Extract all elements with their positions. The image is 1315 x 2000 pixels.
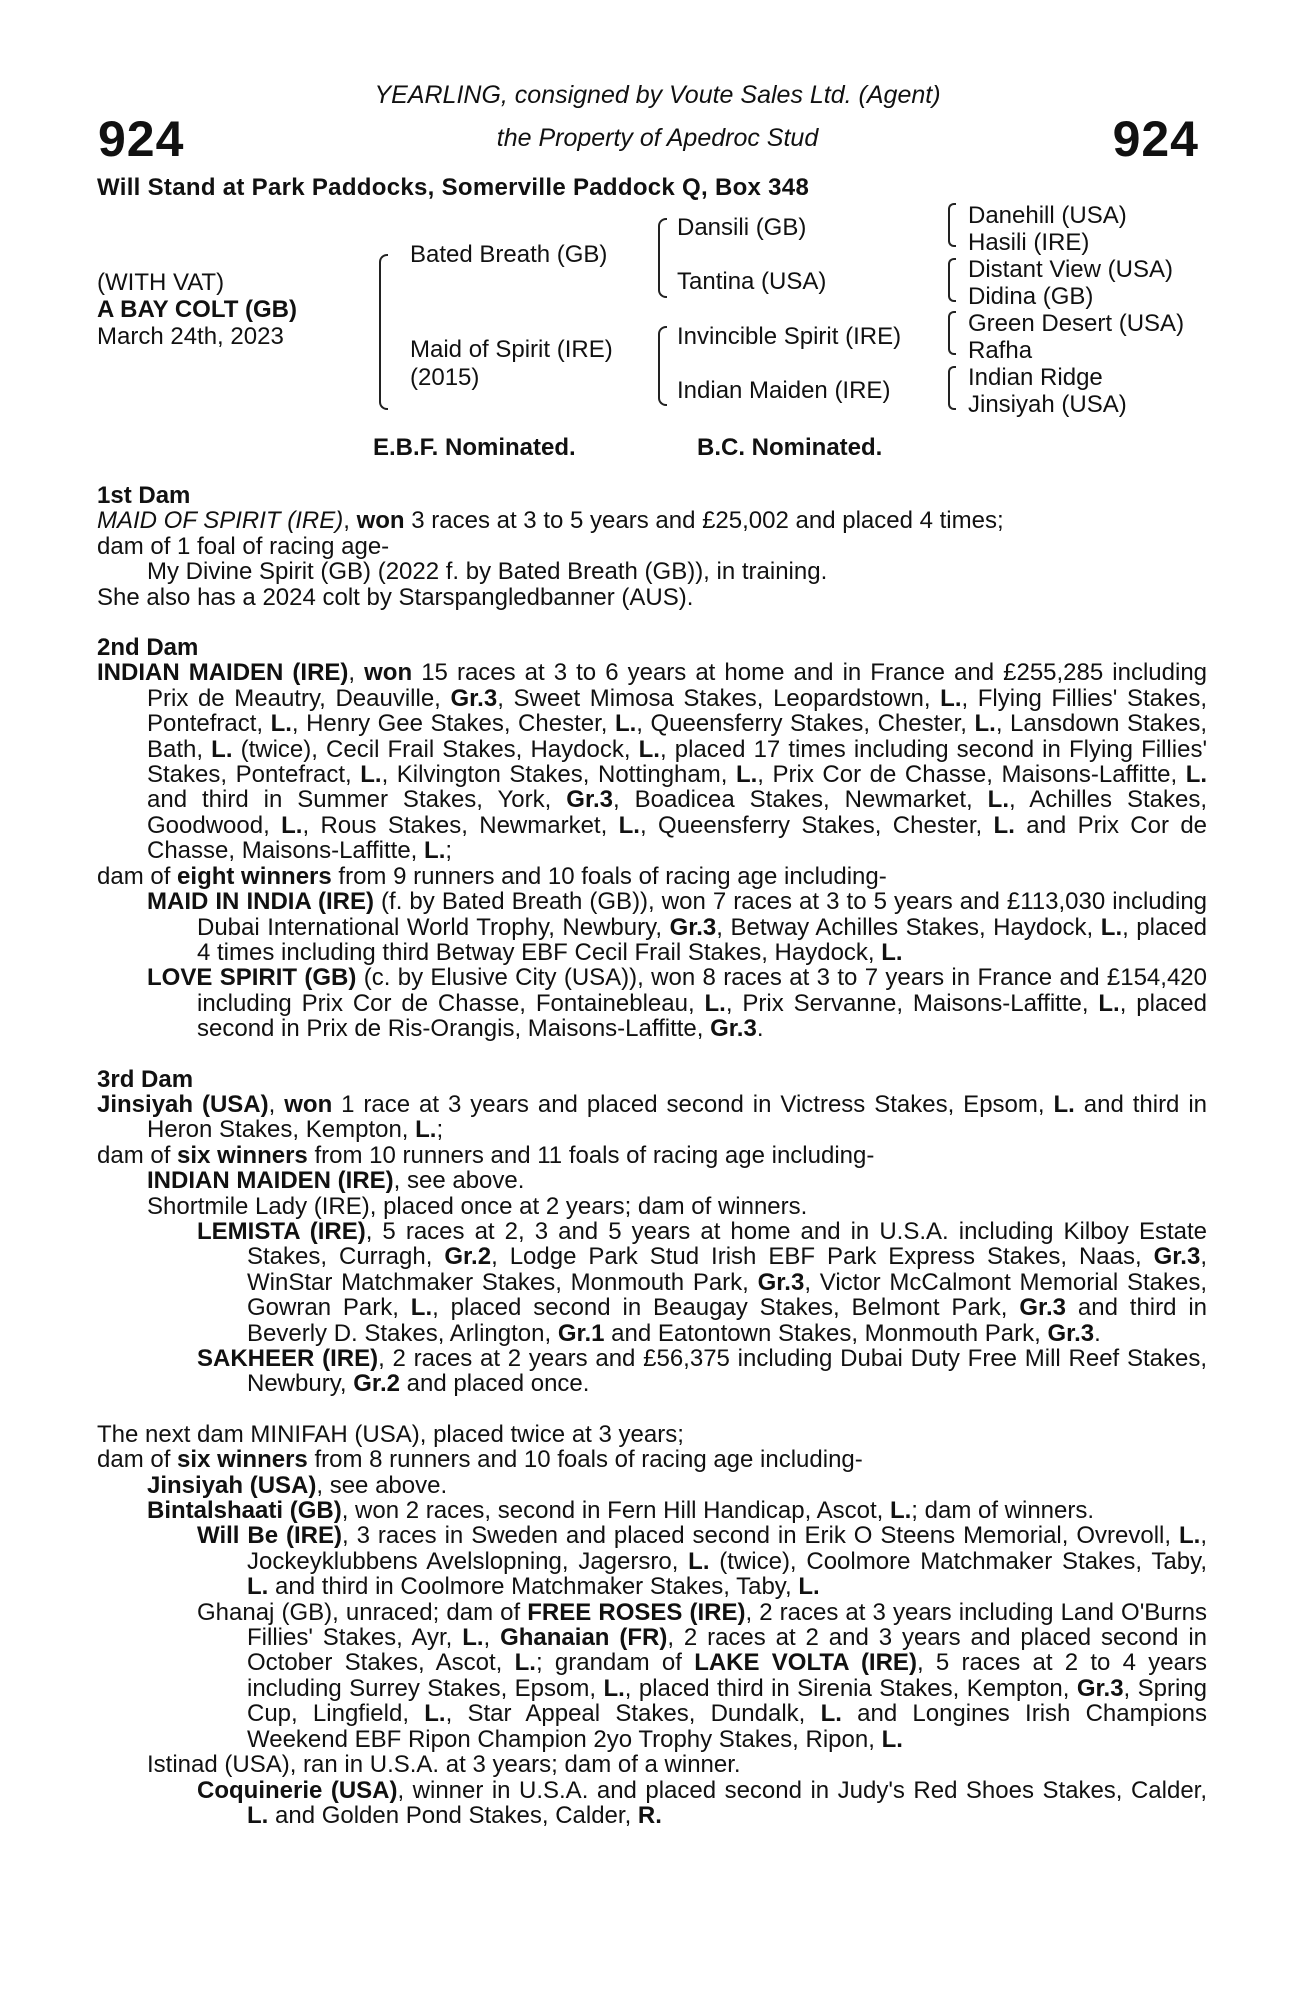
record-text: , won 2 races, second in Fern Hill Handicap, Ascot, xyxy=(341,1497,884,1525)
record-text: , Lodge Park Stud Irish EBF Park Express Stakes, Naas, xyxy=(491,1243,1142,1271)
runners-text: from 8 runners and 10 foals of racing age including- xyxy=(307,1446,863,1474)
listed-label: L. xyxy=(514,1649,536,1677)
listed-label: L. xyxy=(247,1573,269,1601)
grandparent-7: Indian Ridge xyxy=(968,364,1103,391)
grade-label: Gr.3 xyxy=(1076,1674,1124,1702)
dam-sire: Invincible Spirit (IRE) xyxy=(677,323,902,350)
progeny-name: Ghanaian (FR) xyxy=(500,1624,668,1652)
runners-text: from 10 runners and 11 foals of racing age including- xyxy=(307,1141,875,1169)
progeny-name: INDIAN MAIDEN (IRE) xyxy=(147,1167,394,1195)
listed-label: L. xyxy=(1185,761,1208,789)
listed-label: L. xyxy=(360,761,382,789)
listed-label: L. xyxy=(1053,1090,1075,1118)
record-text: (c. by Elusive City (USA)), won 8 races at 3 to 7 years in France and £154,420 including Prix Cor de Chasse, Fontainebleau, xyxy=(197,964,1207,1017)
horse-name: A BAY COLT (GB) xyxy=(97,296,298,323)
listed-label: L. xyxy=(881,938,903,966)
record-text: , Queensferry Stakes, Chester, xyxy=(639,811,983,839)
next-dam-produce xyxy=(97,1447,1207,1472)
won-label: won xyxy=(356,507,405,535)
grade-label: Gr.1 xyxy=(557,1319,605,1347)
stand-location: Will Stand at Park Paddocks, Somerville Paddock Q, Box 348 xyxy=(97,174,810,201)
record-text: , Queensferry Stakes, Chester, xyxy=(636,710,967,738)
record-text: , 5 races at 2, 3 and 5 years at home and in U.S.A. including Kilboy Estate Stakes, Curragh, xyxy=(247,1217,1207,1271)
record-text: , 2 races at 2 and 3 years and placed second in October Stakes, Ascot, xyxy=(247,1624,1207,1677)
grandparent-1: Danehill (USA) xyxy=(968,202,1127,229)
next-dam-progeny-3: Istinad (USA), ran in U.S.A. at 3 years; dam of a winner. xyxy=(147,1751,741,1779)
first-dam-also: She also has a 2024 colt by Starspangledbanner (AUS). xyxy=(97,583,694,611)
grandparent-2: Hasili (IRE) xyxy=(968,229,1090,256)
won-label: won xyxy=(284,1090,333,1118)
second-dam-name: INDIAN MAIDEN (IRE) xyxy=(97,659,349,687)
record-text: ; dam of winners. xyxy=(911,1497,1095,1525)
third-dam-progeny-1 xyxy=(147,1168,1207,1193)
record-text: , placed 17 times including second in Flying Fillies' Stakes, Pontefract, xyxy=(147,735,1208,789)
grade-label: Gr.3 xyxy=(669,913,717,941)
listed-label: L. xyxy=(415,1116,437,1144)
record-text: and Golden Pond Stakes, Calder, xyxy=(268,1801,632,1829)
record-text: and third in Beverly D. Stakes, Arlington, xyxy=(247,1294,1208,1347)
progeny-name: MAID IN INDIA (IRE) xyxy=(147,888,374,916)
listed-label: L. xyxy=(462,1624,484,1652)
next-dam-grandprogeny-1 xyxy=(97,1523,1207,1599)
progeny-name: FREE ROSES (IRE) xyxy=(527,1598,746,1626)
first-dam-heading: 1st Dam xyxy=(97,482,191,509)
record-text: , see above. xyxy=(316,1471,448,1499)
record-text: , Sweet Mimosa Stakes, Leopardstown, xyxy=(497,684,931,712)
listed-label: L. xyxy=(940,684,962,712)
listed-label: L. xyxy=(1179,1522,1201,1550)
restricted-label: R. xyxy=(637,1801,662,1829)
record-text: and placed once. xyxy=(399,1370,590,1398)
listed-label: L. xyxy=(270,710,292,738)
second-dam-heading: 2nd Dam xyxy=(97,634,199,662)
record-text: . xyxy=(756,1015,764,1043)
second-dam-produce xyxy=(97,864,1207,889)
record-text: , Spring Cup, Lingfield, xyxy=(247,1674,1207,1728)
consignor-line: YEARLING, consigned by Voute Sales Ltd. (Agent) xyxy=(374,81,941,109)
progeny-name: LEMISTA (IRE) xyxy=(197,1217,366,1245)
record-text: , Prix Cor de Chasse, Maisons-Laffitte, xyxy=(757,761,1178,789)
record-text: ; grandam of xyxy=(535,1649,682,1677)
pedigree-brace-g3 xyxy=(948,311,956,355)
next-dam-grandprogeny-2: Ghanaj (GB), unraced; dam of FREE ROSES (IRE), 2 races at 3 years including Land O'Burns Fillies' Stakes, Ayr, L., Ghanaian (FR), 2 races at 2 and 3 years and placed second in October Stakes, Ascot, L.; grandam of LAKE VOLTA (IRE), 5 races at 2 to 4 years including Surrey Stakes, Epsom, L., placed third in Sirenia Stakes, Kempton, Gr.3, Spring Cup, Lingfield, L., Star Appeal Stakes, Dundalk, L. and Longines Irish Champions Weekend EBF Ripon Champion 2yo Trophy Stakes, Ripon, L. xyxy=(197,1598,1207,1753)
grade-label: Gr.3 xyxy=(1019,1294,1067,1322)
ebf-nomination: E.B.F. Nominated. xyxy=(373,434,576,461)
progeny-name: Jinsiyah (USA) xyxy=(147,1471,317,1499)
next-dam-progeny-2 xyxy=(147,1498,1207,1523)
grade-label: Gr.2 xyxy=(444,1243,492,1271)
record-text: , Lansdown Stakes, Bath, xyxy=(147,710,1207,763)
listed-label: L. xyxy=(798,1573,820,1601)
progeny-name: Bintalshaati (GB) xyxy=(147,1497,342,1525)
record-text: , WinStar Matchmaker Stakes, Monmouth Park, xyxy=(247,1243,1207,1296)
record-text: , placed 4 times including third Betway EBF Cecil Frail Stakes, Haydock, xyxy=(197,913,1208,966)
progeny-name: SAKHEER (IRE) xyxy=(197,1345,379,1372)
listed-label: L. xyxy=(410,1294,433,1322)
listed-label: L. xyxy=(889,1497,912,1525)
grade-label: Gr.3 xyxy=(1047,1319,1095,1347)
first-dam-name: MAID OF SPIRIT (IRE) xyxy=(97,507,344,535)
pedigree-brace-g1 xyxy=(948,203,956,247)
progeny-name: Coquinerie (USA) xyxy=(197,1776,398,1804)
record-text: Ghanaj (GB), unraced; dam of xyxy=(197,1598,521,1626)
runners-text: from 9 runners and 10 foals of racing age including- xyxy=(338,862,887,890)
dam-year: (2015) xyxy=(410,364,480,391)
record-text: . xyxy=(1094,1319,1101,1347)
vat-note: (WITH VAT) xyxy=(97,269,225,296)
record-text: and third in Summer Stakes, York, xyxy=(147,786,552,814)
bc-nomination: B.C. Nominated. xyxy=(697,434,883,461)
listed-label: L. xyxy=(974,710,996,738)
grade-label: Gr.3 xyxy=(710,1015,757,1043)
grandparent-6: Rafha xyxy=(968,337,1033,364)
winners-count: six winners xyxy=(177,1446,308,1474)
listed-label: L. xyxy=(881,1725,903,1753)
grandparent-5: Green Desert (USA) xyxy=(968,310,1185,337)
record-text: , Henry Gee Stakes, Chester, xyxy=(291,710,608,738)
listed-label: L. xyxy=(1098,989,1120,1017)
record-text: (twice), Coolmore Matchmaker Stakes, Taby, xyxy=(709,1547,1207,1575)
second-dam-progeny-2 xyxy=(97,965,1207,1041)
record-text: , Jockeyklubbens Avelslopning, Jagersro, xyxy=(247,1522,1208,1575)
record-text: ; xyxy=(445,837,453,865)
grandparent-4: Didina (GB) xyxy=(968,283,1094,310)
record-text: , Betway Achilles Stakes, Haydock, xyxy=(716,913,1094,941)
listed-label: L. xyxy=(1100,913,1123,941)
third-dam-grandprogeny-2 xyxy=(97,1346,1207,1397)
record-text: , 2 races at 3 years including Land O'Burns Fillies' Stakes, Ayr, xyxy=(247,1598,1207,1652)
foaling-date: March 24th, 2023 xyxy=(97,323,284,350)
third-dam-name: Jinsiyah (USA) xyxy=(97,1090,269,1118)
listed-label: L. xyxy=(614,710,637,738)
record-text: and Eatontown Stakes, Monmouth Park, xyxy=(604,1319,1041,1347)
dam-of-label: dam of xyxy=(97,1141,171,1169)
listed-label: L. xyxy=(688,1547,710,1575)
lot-number-right: 924 xyxy=(1112,111,1199,167)
record-text: and third in Coolmore Matchmaker Stakes, Taby, xyxy=(268,1573,792,1601)
sire-dam: Tantina (USA) xyxy=(677,268,827,295)
third-dam-heading: 3rd Dam xyxy=(97,1065,194,1093)
dam-of-label: dam of xyxy=(97,862,171,890)
listed-label: L. xyxy=(735,761,758,789)
progeny-name: LOVE SPIRIT (GB) xyxy=(147,964,357,992)
record-text: , Victor McCalmont Memorial Stakes, Gowran Park, xyxy=(247,1268,1208,1322)
listed-label: L. xyxy=(704,989,726,1017)
listed-label: L. xyxy=(211,735,233,763)
listed-label: L. xyxy=(820,1700,842,1728)
next-dam-intro: The next dam MINIFAH (USA), placed twice at 3 years; xyxy=(97,1420,684,1448)
record-text: ; xyxy=(436,1116,444,1144)
record-text: , see above. xyxy=(393,1167,525,1195)
record-text: , placed second in Prix de Ris-Orangis, Maisons-Laffitte, xyxy=(197,989,1207,1043)
dam: Maid of Spirit (IRE) xyxy=(410,336,613,363)
winners-count: eight winners xyxy=(177,862,332,890)
record-text: , winner in U.S.A. and placed second in Judy's Red Shoes Stakes, Calder, xyxy=(397,1776,1208,1804)
record-text: 1 race at 3 years and placed second in Victress Stakes, Epsom, xyxy=(332,1090,1045,1118)
lot-number-left: 924 xyxy=(98,111,185,167)
record-text: and third in Heron Stakes, Kempton, xyxy=(147,1090,1208,1144)
first-dam-record: MAID OF SPIRIT (IRE), won 3 races at 3 to 5 years and £25,002 and placed 4 times; xyxy=(97,507,1004,535)
sire-sire: Dansili (GB) xyxy=(677,214,807,241)
dam-dam: Indian Maiden (IRE) xyxy=(677,377,891,404)
record-text: , Rous Stakes, Newmarket, xyxy=(302,811,608,839)
record-text: , Boadicea Stakes, Newmarket, xyxy=(612,786,973,814)
pedigree-brace-main xyxy=(379,254,388,410)
won-label: won xyxy=(364,659,413,687)
listed-label: L. xyxy=(603,1674,625,1702)
property-line: the Property of Apedroc Stud xyxy=(496,124,819,152)
pedigree-brace-dam xyxy=(658,326,667,406)
grade-label: Gr.3 xyxy=(566,786,613,814)
third-dam-grandprogeny-1 xyxy=(97,1219,1207,1346)
third-dam-record: Jinsiyah (USA), won 1 race at 3 years and placed second in Victress Stakes, Epsom, L. and third in Heron Stakes, Kempton, L.; xyxy=(97,1090,1208,1144)
third-dam-progeny-2: Shortmile Lady (IRE), placed once at 2 years; dam of winners. xyxy=(147,1192,808,1220)
record-text: , 3 races in Sweden and placed second in Erik O Steens Memorial, Ovrevoll, xyxy=(342,1522,1172,1550)
dam-of-label: dam of xyxy=(97,1446,171,1474)
record-text: , Star Appeal Stakes, Dundalk, xyxy=(445,1700,806,1728)
listed-label: L. xyxy=(424,1700,446,1728)
record-text: , Kilvington Stakes, Nottingham, xyxy=(381,761,728,789)
listed-label: L. xyxy=(987,786,1009,814)
progeny-name: LAKE VOLTA (IRE) xyxy=(694,1649,917,1677)
pedigree-brace-g2 xyxy=(948,258,956,302)
grade-label: Gr.2 xyxy=(353,1370,400,1398)
listed-label: L. xyxy=(247,1801,269,1829)
progeny-name: Will Be (IRE) xyxy=(197,1522,343,1550)
pedigree-brace-sire xyxy=(658,218,667,298)
grandparent-3: Distant View (USA) xyxy=(968,256,1173,283)
grade-label: Gr.3 xyxy=(1153,1243,1201,1271)
record-text: , placed second in Beaugay Stakes, Belmont Park, xyxy=(432,1294,1008,1322)
listed-label: L. xyxy=(993,811,1015,839)
second-dam-record: INDIAN MAIDEN (IRE), won 15 races at 3 to 6 years at home and in France and £255,285 including Prix de Meautry, Deauville, Gr.3, Sweet Mimosa Stakes, Leopardstown, L., Flying Fillies' Stakes, Pontefract, L., Henry Gee Stakes, Chester, L., Queensferry Stakes, Chester, L., Lansdown Stakes, Bath, L. (twice), Cecil Frail Stakes, Haydock, L., placed 17 times including second in Flying Fillies' Stakes, Pontefract, L., Kilvington Stakes, Nottingham, L., Prix Cor de Chasse, Maisons-Laffitte, L. and third in Summer Stakes, York, Gr.3, Boadicea Stakes, Newmarket, L., Achilles Stakes, Goodwood, L., Rous Stakes, Newmarket, L., Queensferry Stakes, Chester, L. and Prix Cor de Chasse, Maisons-Laffitte, L.; xyxy=(97,659,1208,865)
grade-label: Gr.3 xyxy=(450,684,498,712)
listed-label: L. xyxy=(618,811,640,839)
record-text: (twice), Cecil Frail Stakes, Haydock, xyxy=(232,735,631,763)
pedigree-brace-g4 xyxy=(948,366,956,410)
next-dam-progeny-1 xyxy=(147,1473,1207,1498)
record-text: , Achilles Stakes, Goodwood, xyxy=(147,786,1207,839)
sire: Bated Breath (GB) xyxy=(410,241,608,268)
grade-label: Gr.3 xyxy=(757,1268,805,1296)
grandparent-8: Jinsiyah (USA) xyxy=(968,391,1127,418)
first-dam-record-text: 3 races at 3 to 5 years and £25,002 and placed 4 times; xyxy=(411,507,1004,535)
record-text: , placed third in Sirenia Stakes, Kempton, xyxy=(624,1674,1070,1702)
record-text: 15 races at 3 to 6 years at home and in France and £255,285 including Prix de Meautry, Deauville, xyxy=(147,659,1208,712)
record-text: and Longines Irish Champions Weekend EBF Ripon Champion 2yo Trophy Stakes, Ripon, xyxy=(247,1700,1207,1753)
listed-label: L. xyxy=(424,837,446,865)
record-text: , Prix Servanne, Maisons-Laffitte, xyxy=(725,989,1089,1017)
record-text: , 5 races at 2 to 4 years including Surrey Stakes, Epsom, xyxy=(247,1649,1207,1702)
third-dam-produce xyxy=(97,1143,1207,1168)
record-text: , 2 races at 2 years and £56,375 including Dubai Duty Free Mill Reef Stakes, Newbury, xyxy=(247,1345,1207,1398)
first-dam-foals: dam of 1 foal of racing age- xyxy=(97,532,390,560)
first-dam-foal-1: My Divine Spirit (GB) (2022 f. by Bated Breath (GB)), in training. xyxy=(147,558,828,586)
catalogue-body xyxy=(97,483,1207,1828)
record-text: and Prix Cor de Chasse, Maisons-Laffitte, xyxy=(147,811,1208,865)
record-text: (f. by Bated Breath (GB)), won 7 races at 3 to 5 years and £113,030 including Dubai International World Trophy, Newbury, xyxy=(197,888,1208,941)
next-dam-grandprogeny-3 xyxy=(97,1778,1207,1829)
record-text: , Flying Fillies' Stakes, Pontefract, xyxy=(147,684,1207,738)
listed-label: L. xyxy=(281,811,303,839)
winners-count: six winners xyxy=(177,1141,308,1169)
second-dam-progeny-1 xyxy=(97,889,1207,965)
listed-label: L. xyxy=(638,735,660,763)
